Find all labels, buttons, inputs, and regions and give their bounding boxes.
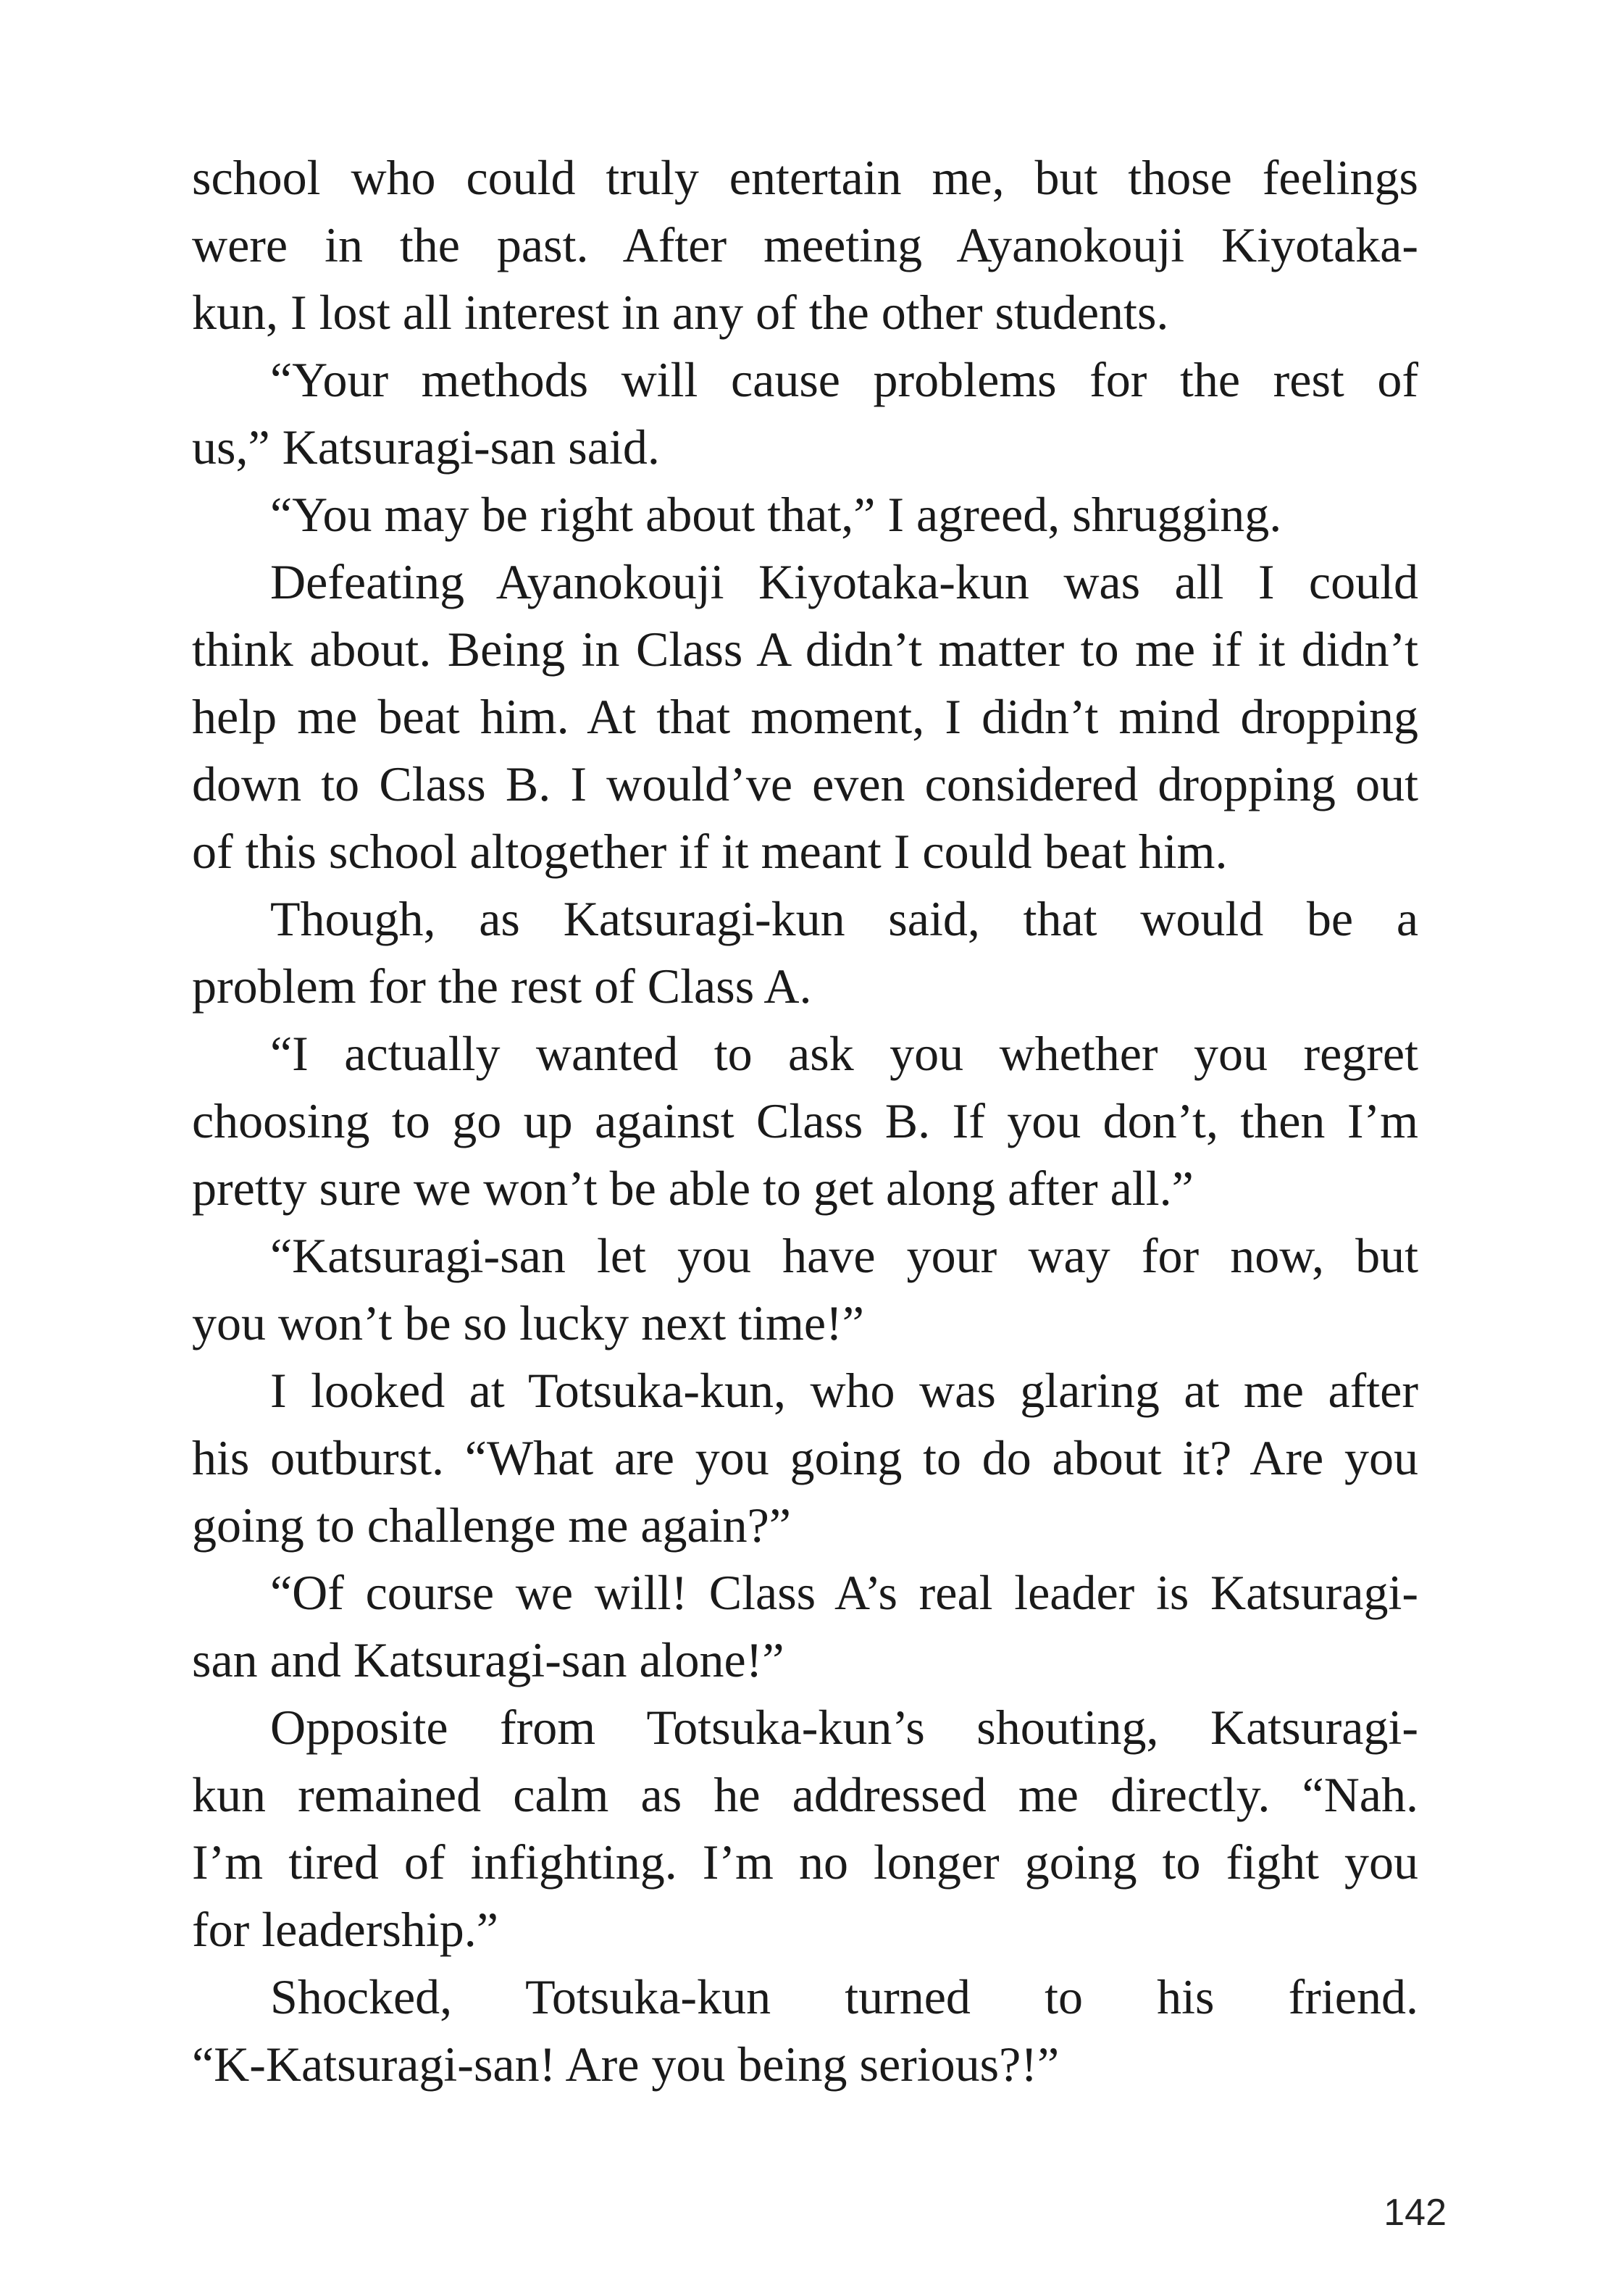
text-line: “Your methods will cause problems for the rest of (270, 352, 1418, 407)
text-line: going to challenge me again?” (192, 1498, 791, 1553)
text-line: san and Katsuragi-san alone!” (192, 1632, 784, 1687)
text-line: Defeating Ayanokouji Kiyotaka-kun was all I could (270, 554, 1418, 609)
text-line: problem for the rest of Class A. (192, 959, 812, 1014)
text-line: us,” Katsuragi-san said. (192, 419, 660, 475)
text-line: for leadership.” (192, 1902, 498, 1957)
text-line: think about. Being in Class A didn’t matter to me if it didn’t (192, 622, 1418, 677)
body-text (192, 144, 1418, 2098)
text-line: kun, I lost all interest in any of the other students. (192, 285, 1169, 340)
text-line: Shocked, Totsuka-kun turned to his friend. (270, 1969, 1418, 2024)
text-line: choosing to go up against Class B. If you don’t, then I’m (192, 1093, 1418, 1148)
text-line: I looked at Totsuka-kun, who was glaring at me after (270, 1363, 1418, 1418)
text-line: Though, as Katsuragi-kun said, that would be a (270, 891, 1418, 946)
text-line: pretty sure we won’t be able to get along after all.” (192, 1161, 1194, 1216)
text-line: Opposite from Totsuka-kun’s shouting, Katsuragi- (270, 1700, 1418, 1755)
text-line: “Of course we will! Class A’s real leader is Katsuragi- (270, 1565, 1418, 1620)
text-line: “I actually wanted to ask you whether you regret (270, 1026, 1418, 1081)
page-number: 142 (1384, 2192, 1447, 2234)
text-line: I’m tired of infighting. I’m no longer going to fight you (192, 1834, 1418, 1890)
text-line: kun remained calm as he addressed me directly. “Nah. (192, 1767, 1418, 1822)
text-line: were in the past. After meeting Ayanokouji Kiyotaka- (192, 217, 1418, 272)
text-line: you won’t be so lucky next time!” (192, 1295, 864, 1351)
text-line: “You may be right about that,” I agreed, shrugging. (270, 487, 1282, 542)
text-line: of this school altogether if it meant I could beat him. (192, 824, 1228, 879)
text-line: “K-Katsuragi-san! Are you being serious?!” (192, 2037, 1060, 2092)
text-line: “Katsuragi-san let you have your way for now, but (270, 1228, 1418, 1283)
text-line: down to Class B. I would’ve even considered dropping out (192, 756, 1418, 811)
text-line: school who could truly entertain me, but those feelings (192, 150, 1418, 205)
text-line: his outburst. “What are you going to do about it? Are you (192, 1430, 1418, 1485)
text-line: help me beat him. At that moment, I didn’t mind dropping (192, 689, 1418, 744)
